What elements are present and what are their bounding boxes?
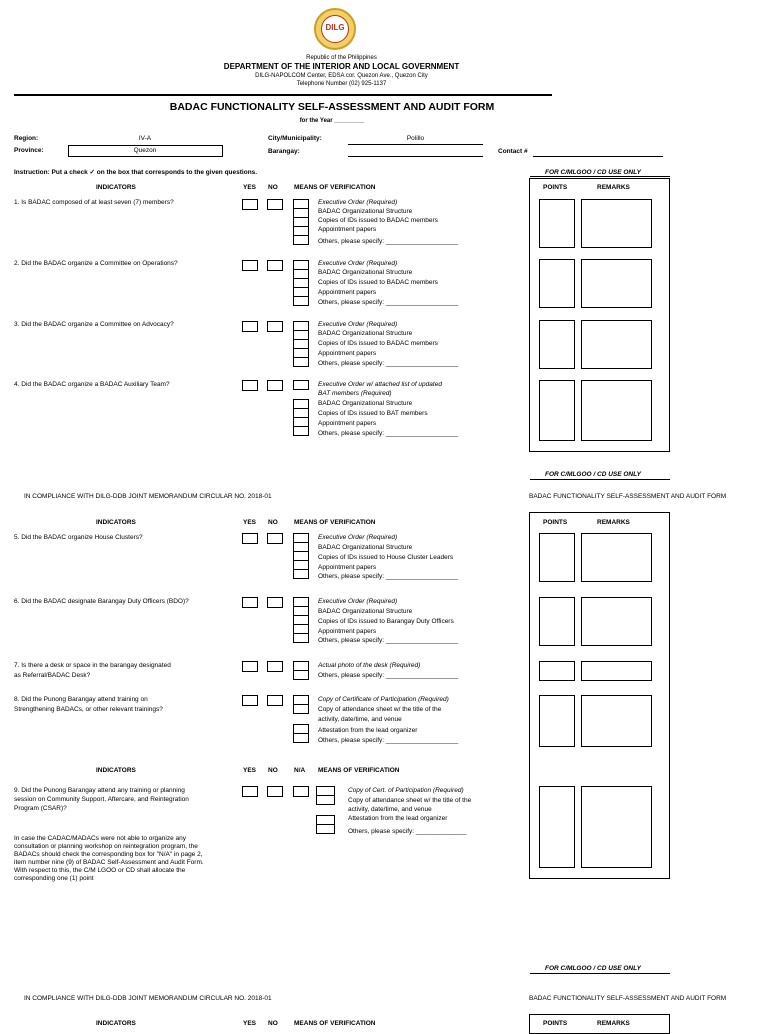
question-8-cont: Strengthening BADACs, or other relevant trainings? bbox=[14, 706, 163, 713]
mov-item: Executive Order (Required) bbox=[318, 321, 398, 328]
q8-mov-checkbox[interactable] bbox=[293, 733, 309, 743]
mov-item: Appointment papers bbox=[318, 350, 377, 357]
col-no: NO bbox=[268, 767, 278, 774]
mov-item: Executive Order (Required) bbox=[318, 598, 398, 605]
col-mov: MEANS OF VERIFICATION bbox=[294, 184, 376, 191]
q9-mov-checkbox[interactable] bbox=[316, 795, 335, 805]
q3-remarks-box[interactable] bbox=[581, 320, 652, 369]
q1-points-box[interactable] bbox=[539, 199, 575, 248]
na-note: With respect to this, the C/M LGOO or CD shall allocate the bbox=[14, 867, 186, 874]
q8-yes-checkbox[interactable] bbox=[242, 695, 258, 706]
q8-points-box[interactable] bbox=[539, 695, 575, 747]
mov-item: BAT members (Required) bbox=[318, 390, 392, 397]
question-2: 2. Did the BADAC organize a Committee on Operations? bbox=[14, 260, 178, 267]
col-yes: YES bbox=[243, 184, 257, 191]
mov-item: Executive Order (Required) bbox=[318, 199, 398, 206]
mov-item: activity, date/time, and venue bbox=[348, 806, 432, 813]
mov-item: Copy of attendance sheet w/ the title of the bbox=[348, 797, 472, 804]
col-remarks: REMARKS bbox=[597, 1020, 630, 1027]
q2-points-box[interactable] bbox=[539, 259, 575, 308]
col-remarks: REMARKS bbox=[597, 184, 630, 191]
question-6: 6. Did the BADAC designate Barangay Duty Officers (BDO)? bbox=[14, 598, 189, 605]
mov-item: Executive Order (Required) bbox=[318, 534, 398, 541]
question-7-cont: as Referral/BADAC Desk? bbox=[14, 672, 91, 679]
q9-no-checkbox[interactable] bbox=[267, 786, 283, 797]
question-3: 3. Did the BADAC organize a Committee on Advocacy? bbox=[14, 321, 174, 328]
mov-item: BADAC Organizational Structure bbox=[318, 608, 413, 615]
question-9-cont: session on Community Support, Aftercare, and Reintegration bbox=[14, 796, 189, 803]
mov-item: Others, please specify: ____________________ bbox=[318, 299, 459, 306]
province-value: Quezon bbox=[133, 147, 157, 154]
q2-mov-checkbox[interactable] bbox=[293, 296, 309, 306]
mov-item: Copies of IDs issued to BADAC members bbox=[318, 217, 438, 224]
q9-na-checkbox[interactable] bbox=[293, 786, 309, 797]
col-yes: YES bbox=[243, 1020, 257, 1027]
contact-label: Contact # bbox=[498, 148, 528, 155]
mov-item: Others, please specify: ______________ bbox=[348, 828, 467, 835]
q1-no-checkbox[interactable] bbox=[267, 199, 283, 210]
header-divider bbox=[14, 94, 552, 96]
use-only-underline bbox=[530, 176, 670, 177]
na-note: consultation or planning workshop on reintegration program, the bbox=[14, 843, 198, 850]
mov-item: Copies of IDs issued to BADAC members bbox=[318, 340, 438, 347]
col-points: POINTS bbox=[543, 184, 568, 191]
q5-points-box[interactable] bbox=[539, 533, 575, 582]
mov-item: Attestation from the lead organizer bbox=[318, 727, 418, 734]
col-no: NO bbox=[268, 184, 278, 191]
na-note: item number nine (9) of BADAC Self-Assessment and Audit Form. bbox=[14, 859, 204, 866]
question-1: 1. Is BADAC composed of at least seven (7) members? bbox=[14, 199, 174, 206]
q1-mov-checkbox[interactable] bbox=[293, 235, 309, 245]
q4-remarks-box[interactable] bbox=[581, 380, 652, 441]
col-indicators: INDICATORS bbox=[96, 767, 136, 774]
city-underline bbox=[348, 144, 483, 145]
q9-yes-checkbox[interactable] bbox=[242, 786, 258, 797]
q5-yes-checkbox[interactable] bbox=[242, 533, 258, 544]
mov-item: Executive Order (Required) bbox=[318, 260, 398, 267]
q9-points-box[interactable] bbox=[539, 786, 575, 868]
region-label: Region: bbox=[14, 135, 39, 142]
col-mov: MEANS OF VERIFICATION bbox=[294, 1020, 376, 1027]
q5-mov-checkbox[interactable] bbox=[293, 569, 309, 579]
mov-item: Copy of Certificate of Participation (Required) bbox=[318, 696, 449, 703]
address: DILG-NAPOLCOM Center, EDSA cor. Quezon Ave., Quezon City bbox=[255, 73, 428, 79]
col-mov: MEANS OF VERIFICATION bbox=[318, 767, 400, 774]
mov-item: Appointment papers bbox=[318, 628, 377, 635]
q2-remarks-box[interactable] bbox=[581, 259, 652, 308]
use-only-label: FOR C/MLGOO / CD USE ONLY bbox=[545, 169, 641, 176]
mov-item: BADAC Organizational Structure bbox=[318, 400, 413, 407]
use-only-label: FOR C/MLGOO / CD USE ONLY bbox=[545, 965, 641, 972]
col-na: N/A bbox=[294, 767, 306, 774]
q3-yes-checkbox[interactable] bbox=[242, 321, 258, 332]
mov-item: Copies of IDs issued to Barangay Duty Officers bbox=[318, 618, 454, 625]
use-only-underline bbox=[530, 973, 670, 974]
department: DEPARTMENT OF THE INTERIOR AND LOCAL GOVERNMENT bbox=[223, 62, 460, 71]
col-mov: MEANS OF VERIFICATION bbox=[294, 519, 376, 526]
barangay-label: Barangay: bbox=[268, 148, 300, 155]
contact-underline[interactable] bbox=[533, 156, 663, 157]
q7-remarks-box[interactable] bbox=[581, 661, 652, 681]
region-value: IV-A bbox=[138, 135, 152, 142]
mov-item: Appointment papers bbox=[318, 564, 377, 571]
q3-mov-checkbox[interactable] bbox=[293, 357, 309, 367]
question-4: 4. Did the BADAC organize a BADAC Auxiliary Team? bbox=[14, 381, 170, 388]
province-label: Province: bbox=[14, 147, 44, 154]
q7-no-checkbox[interactable] bbox=[267, 661, 283, 672]
mov-item: Attestation from the lead organizer bbox=[348, 815, 448, 822]
use-only-underline bbox=[530, 479, 670, 480]
mov-item: Appointment papers bbox=[318, 420, 377, 427]
for-year: for the Year _________ bbox=[299, 118, 365, 124]
question-8: 8. Did the Punong Barangay attend training on bbox=[14, 696, 148, 703]
col-indicators: INDICATORS bbox=[96, 519, 136, 526]
col-remarks: REMARKS bbox=[597, 519, 630, 526]
q5-no-checkbox[interactable] bbox=[267, 533, 283, 544]
q8-mov-checkbox[interactable] bbox=[293, 704, 309, 714]
col-no: NO bbox=[268, 1020, 278, 1027]
mov-item: Others, please specify: ____________________ bbox=[318, 672, 459, 679]
q4-mov-checkbox[interactable] bbox=[293, 426, 309, 436]
q4-yes-checkbox[interactable] bbox=[242, 380, 258, 391]
mov-item: Others, please specify: ____________________ bbox=[318, 430, 459, 437]
col-indicators: INDICATORS bbox=[96, 1020, 136, 1027]
mov-item: BADAC Organizational Structure bbox=[318, 269, 413, 276]
mov-item: Copies of IDs issued to House Cluster Leaders bbox=[318, 554, 454, 561]
mov-item: Actual photo of the desk (Required) bbox=[318, 662, 421, 669]
mov-item: Others, please specify: ____________________ bbox=[318, 637, 459, 644]
q7-points-box[interactable] bbox=[539, 661, 575, 681]
republic: Republic of the Philippines bbox=[306, 55, 377, 61]
mov-item: Copies of IDs issued to BADAC members bbox=[318, 279, 438, 286]
q5-remarks-box[interactable] bbox=[581, 533, 652, 582]
col-yes: YES bbox=[243, 519, 257, 526]
q3-points-box[interactable] bbox=[539, 320, 575, 369]
q9-mov-checkbox[interactable] bbox=[316, 824, 335, 834]
q4-points-box[interactable] bbox=[539, 380, 575, 441]
q6-points-box[interactable] bbox=[539, 597, 575, 646]
mov-item: Others, please specify: ____________________ bbox=[318, 573, 459, 580]
mov-item: Appointment papers bbox=[318, 289, 377, 296]
q2-no-checkbox[interactable] bbox=[267, 260, 283, 271]
q4-mov-checkbox[interactable] bbox=[293, 380, 309, 390]
col-points: POINTS bbox=[543, 1020, 568, 1027]
barangay-underline[interactable] bbox=[348, 156, 483, 157]
logo-text: DILG bbox=[325, 23, 345, 32]
q6-no-checkbox[interactable] bbox=[267, 597, 283, 608]
mov-item: BADAC Organizational Structure bbox=[318, 330, 413, 337]
col-no: NO bbox=[268, 519, 278, 526]
question-5: 5. Did the BADAC organize House Clusters? bbox=[14, 534, 143, 541]
use-only-label: FOR C/MLGOO / CD USE ONLY bbox=[545, 471, 641, 478]
q6-yes-checkbox[interactable] bbox=[242, 597, 258, 608]
q3-no-checkbox[interactable] bbox=[267, 321, 283, 332]
question-7: 7. Is there a desk or space in the barangay designated bbox=[14, 662, 171, 669]
mov-item: Executive Order w/ attached list of updated bbox=[318, 381, 442, 388]
mov-item: BADAC Organizational Structure bbox=[318, 544, 413, 551]
question-9: 9. Did the Punong Barangay attend any training or planning bbox=[14, 787, 185, 794]
q2-yes-checkbox[interactable] bbox=[242, 260, 258, 271]
na-note: In case the CADAC/MADACs were not able to organize any bbox=[14, 835, 186, 842]
q9-remarks-box[interactable] bbox=[581, 786, 652, 868]
form-title: BADAC FUNCTIONALITY SELF-ASSESSMENT AND AUDIT FORM bbox=[169, 101, 495, 113]
mov-item: activity, date/time, and venue bbox=[318, 716, 402, 723]
mov-item: BADAC Organizational Structure bbox=[318, 208, 413, 215]
mov-item: Copy of Cert. of Participation (Required) bbox=[348, 787, 464, 794]
na-note: BADACs should check the corresponding box for "N/A" in page 2, bbox=[14, 851, 203, 858]
q8-no-checkbox[interactable] bbox=[267, 695, 283, 706]
mov-item: Copies of IDs issued to BAT members bbox=[318, 410, 428, 417]
phone: Telephone Number (02) 925-1137 bbox=[296, 81, 387, 87]
mov-item: Others, please specify: ____________________ bbox=[318, 238, 459, 245]
compliance-note: IN COMPLIANCE WITH DILG-DDB JOINT MEMORANDUM CIRCULAR NO. 2018-01 bbox=[24, 995, 272, 1002]
form-name-footer: BADAC FUNCTIONALITY SELF-ASSESSMENT AND AUDIT FORM bbox=[529, 995, 727, 1002]
city-label: City/Municipality: bbox=[268, 135, 322, 142]
na-note: corresponding one (1) point bbox=[14, 875, 94, 882]
question-9-cont: Program (CSAR)? bbox=[14, 805, 67, 812]
city-value: Polillo bbox=[406, 135, 425, 142]
q6-remarks-box[interactable] bbox=[581, 597, 652, 646]
instruction: Instruction: Put a check ✓ on the box that corresponds to the given questions. bbox=[14, 169, 258, 176]
col-points: POINTS bbox=[543, 519, 568, 526]
q7-mov-checkbox[interactable] bbox=[293, 670, 309, 680]
col-indicators: INDICATORS bbox=[96, 184, 136, 191]
q8-remarks-box[interactable] bbox=[581, 695, 652, 747]
q1-yes-checkbox[interactable] bbox=[242, 199, 258, 210]
q6-mov-checkbox[interactable] bbox=[293, 633, 309, 643]
dilg-logo bbox=[314, 8, 356, 50]
q4-no-checkbox[interactable] bbox=[267, 380, 283, 391]
q1-remarks-box[interactable] bbox=[581, 199, 652, 248]
mov-item: Appointment papers bbox=[318, 226, 377, 233]
q7-yes-checkbox[interactable] bbox=[242, 661, 258, 672]
mov-item: Others, please specify: ____________________ bbox=[318, 737, 459, 744]
mov-item: Others, please specify: ____________________ bbox=[318, 360, 459, 367]
compliance-note: IN COMPLIANCE WITH DILG-DDB JOINT MEMORANDUM CIRCULAR NO. 2018-01 bbox=[24, 493, 272, 500]
col-yes: YES bbox=[243, 767, 257, 774]
form-name-footer: BADAC FUNCTIONALITY SELF-ASSESSMENT AND AUDIT FORM bbox=[529, 493, 727, 500]
mov-item: Copy of attendance sheet w/ the title of the bbox=[318, 706, 442, 713]
